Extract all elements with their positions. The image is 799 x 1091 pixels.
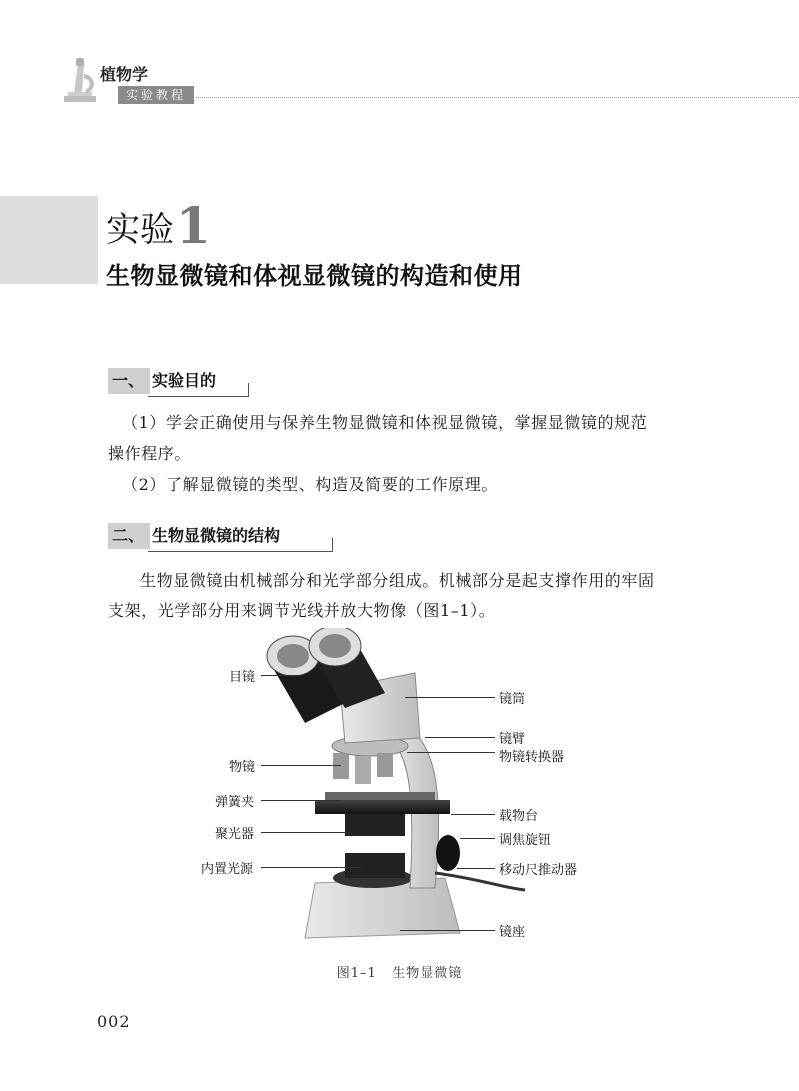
leader-line	[400, 930, 495, 931]
section-underline-tick	[332, 538, 333, 552]
label-eyepiece: 目镜	[229, 670, 256, 685]
label-objective: 物镜	[229, 760, 256, 775]
chapter-title: 生物显微镜和体视显微镜的构造和使用	[106, 262, 523, 290]
section-heading-1	[108, 368, 248, 398]
leader-line	[460, 838, 495, 839]
section-underline-tick	[248, 383, 249, 397]
label-tube: 镜筒	[499, 692, 526, 707]
leader-line	[261, 832, 349, 833]
label-stage: 载物台	[499, 809, 539, 824]
label-stage-drive: 移动尺推动器	[499, 863, 578, 878]
label-base: 镜座	[499, 925, 526, 940]
paragraph-line: （2）了解显微镜的类型、构造及简要的工作原理。	[122, 475, 498, 494]
microscope-illustration	[195, 628, 605, 953]
leader-line	[407, 752, 495, 753]
leader-line	[405, 697, 495, 698]
section-title: 生物显微镜的结构	[152, 526, 281, 545]
paragraph-line: （1）学会正确使用与保养生物显微镜和体视显微镜，掌握显微镜的规范	[122, 413, 648, 432]
leader-line	[457, 868, 495, 869]
label-nosepiece: 物镜转换器	[499, 750, 565, 765]
paragraph-line: 生物显微镜由机械部分和光学部分组成。机械部分是起支撑作用的牢固	[140, 571, 655, 590]
leader-line	[261, 765, 341, 766]
caption-text: 生物显微镜	[392, 966, 463, 981]
leader-line	[261, 800, 341, 801]
header-divider	[196, 97, 799, 98]
section-underline	[148, 551, 332, 552]
section-title: 实验目的	[152, 371, 217, 390]
chapter-label-text: 实验	[106, 210, 174, 250]
leader-line	[425, 737, 495, 738]
label-light-source: 内置光源	[201, 862, 254, 877]
microscope-icon	[60, 56, 100, 106]
section-number: 二、	[108, 523, 150, 549]
leader-line	[261, 675, 299, 676]
figure-caption	[0, 962, 799, 981]
header-logo	[60, 56, 100, 110]
chapter-number: 1	[176, 196, 211, 255]
book-title: 植物学	[100, 65, 149, 84]
leader-line	[451, 814, 495, 815]
label-spring-clip: 弹簧夹	[215, 795, 255, 810]
paragraph-line: 支架，光学部分用来调节光线并放大物像（图1–1）。	[108, 601, 496, 620]
paragraph-line: 操作程序。	[108, 444, 192, 463]
section-heading-2	[108, 523, 332, 553]
book-subtitle: 实验教程	[118, 86, 194, 104]
chapter-marker-block	[0, 196, 98, 284]
label-focus-knob: 调焦旋钮	[499, 833, 552, 848]
caption-number: 图1–1	[336, 966, 377, 981]
leader-line	[261, 867, 361, 868]
chapter-label	[106, 196, 211, 255]
label-arm: 镜臂	[499, 732, 526, 747]
microscope-figure	[195, 628, 605, 953]
page-number: 002	[97, 1012, 131, 1031]
section-underline	[148, 396, 248, 397]
section-number: 一、	[108, 368, 150, 394]
label-condenser: 聚光器	[215, 827, 255, 842]
